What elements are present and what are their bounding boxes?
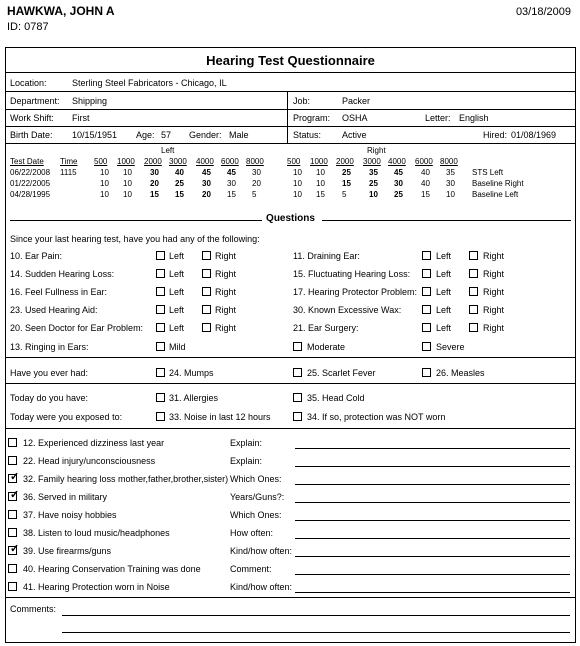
- right-threshold: 10: [316, 179, 325, 188]
- right-ear-checkbox[interactable]: [202, 251, 211, 260]
- left-threshold: 10: [100, 190, 109, 199]
- birth-label: Birth Date:: [10, 130, 53, 140]
- right-threshold: 15: [316, 190, 325, 199]
- noise-checkbox[interactable]: [156, 412, 165, 421]
- protection-not-worn-checkbox[interactable]: [293, 412, 302, 421]
- location-label: Location:: [10, 78, 47, 88]
- left-ear-checkbox[interactable]: [422, 305, 431, 314]
- question-left-col: 20. Seen Doctor for Ear Problem:: [10, 323, 144, 333]
- test-date: 04/28/1995: [10, 190, 51, 199]
- right-option-label: Right: [483, 305, 505, 315]
- left-threshold: 10: [123, 179, 132, 188]
- left-threshold: 15: [227, 190, 236, 199]
- left-ear-checkbox[interactable]: [422, 287, 431, 296]
- left-ear-checkbox[interactable]: [156, 323, 165, 332]
- history-followup-label: Comment:: [230, 564, 272, 574]
- left-threshold: 45: [202, 168, 211, 177]
- history-followup-label: Kind/how often:: [230, 582, 293, 592]
- history-question: 12. Experienced dizziness last year: [23, 438, 165, 448]
- left-threshold: 20: [150, 179, 159, 188]
- history-answer-line[interactable]: [295, 520, 570, 521]
- right-freq-4000: 4000: [388, 157, 406, 166]
- head-cold-checkbox[interactable]: [293, 393, 302, 402]
- age-value: 57: [161, 130, 172, 140]
- birth-value: 10/15/1951: [72, 130, 118, 140]
- department-value: Shipping: [72, 96, 108, 106]
- right-option-label: Right: [215, 305, 237, 315]
- left-ear-checkbox[interactable]: [156, 251, 165, 260]
- left-ear-checkbox[interactable]: [422, 251, 431, 260]
- left-freq-2000: 2000: [144, 157, 162, 166]
- history-answer-line[interactable]: [295, 502, 570, 503]
- right-threshold: 30: [394, 179, 403, 188]
- right-freq-1000: 1000: [310, 157, 328, 166]
- left-freq-6000: 6000: [221, 157, 239, 166]
- history-question: 40. Hearing Conservation Training was done: [23, 564, 201, 574]
- hired-value: 01/08/1969: [511, 130, 557, 140]
- left-freq-1000: 1000: [117, 157, 135, 166]
- left-threshold: 10: [100, 179, 109, 188]
- right-ear-checkbox[interactable]: [469, 269, 478, 278]
- history-answer-line[interactable]: [295, 556, 570, 557]
- right-threshold: 10: [293, 168, 302, 177]
- right-threshold: 10: [293, 190, 302, 199]
- left-option-label: Left: [436, 287, 452, 297]
- right-threshold: 10: [293, 179, 302, 188]
- right-threshold: 10: [446, 190, 455, 199]
- left-option-label: Left: [436, 305, 452, 315]
- scarlet-fever-checkbox[interactable]: [293, 368, 302, 377]
- right-option-label: Right: [483, 287, 505, 297]
- age-label: Age:: [136, 130, 155, 140]
- left-freq-4000: 4000: [196, 157, 214, 166]
- history-question: 41. Hearing Protection worn in Noise: [23, 582, 170, 592]
- history-checkbox[interactable]: [8, 582, 17, 591]
- form-title: Hearing Test Questionnaire: [6, 48, 575, 73]
- left-option-label: Left: [169, 323, 185, 333]
- ringing-mild-label: Mild: [169, 342, 186, 352]
- status-label: Status:: [293, 130, 322, 140]
- left-freq-3000: 3000: [169, 157, 187, 166]
- history-question: 38. Listen to loud music/headphones: [23, 528, 170, 538]
- question-right-col: 17. Hearing Protector Problem:: [293, 287, 418, 297]
- history-question: 39. Use firearms/guns: [23, 546, 112, 556]
- history-checkbox[interactable]: [8, 492, 17, 501]
- history-followup-label: How often:: [230, 528, 274, 538]
- ringing-severe-checkbox[interactable]: [422, 342, 431, 351]
- right-ear-checkbox[interactable]: [202, 269, 211, 278]
- left-option-label: Left: [169, 305, 185, 315]
- right-ear-checkbox[interactable]: [202, 305, 211, 314]
- left-ear-checkbox[interactable]: [422, 323, 431, 332]
- history-answer-line[interactable]: [295, 484, 570, 485]
- col-time: Time: [60, 157, 78, 166]
- test-time: 1115: [60, 168, 77, 177]
- right-option-label: Right: [215, 269, 237, 279]
- questionnaire-form: [5, 47, 576, 643]
- history-followup-label: Years/Guns?:: [230, 492, 285, 502]
- history-followup-label: Explain:: [230, 438, 263, 448]
- history-followup-label: Kind/how often:: [230, 546, 293, 556]
- left-threshold: 30: [227, 179, 236, 188]
- left-option-label: Left: [169, 269, 185, 279]
- test-note: STS Left: [472, 168, 504, 177]
- left-threshold: 10: [123, 190, 132, 199]
- shift-label: Work Shift:: [10, 113, 54, 123]
- job-value: Packer: [342, 96, 371, 106]
- protection-not-worn-label: 34. If so, protection was NOT worn: [307, 412, 446, 422]
- question-left-col: 16. Feel Fullness in Ear:: [10, 287, 108, 297]
- patient-id: ID: 0787: [7, 21, 49, 33]
- head-cold-label: 35. Head Cold: [307, 393, 365, 403]
- letter-label: Letter:: [425, 113, 451, 123]
- history-question: 36. Served in military: [23, 492, 108, 502]
- left-threshold: 30: [202, 179, 211, 188]
- program-label: Program:: [293, 113, 331, 123]
- right-threshold: 45: [394, 168, 403, 177]
- history-answer-line[interactable]: [295, 538, 570, 539]
- question-right-col: 11. Draining Ear:: [293, 251, 360, 261]
- test-date: 06/22/2008: [10, 168, 51, 177]
- left-ear-checkbox[interactable]: [156, 287, 165, 296]
- comments-line-2[interactable]: [62, 632, 570, 633]
- left-threshold: 20: [252, 179, 261, 188]
- left-threshold: 10: [100, 168, 109, 177]
- question-left-col: 10. Ear Pain:: [10, 251, 63, 261]
- ringing-severe-label: Severe: [436, 342, 465, 352]
- right-threshold: 35: [369, 168, 378, 177]
- right-ear-checkbox[interactable]: [469, 287, 478, 296]
- test-date: 01/22/2005: [10, 179, 51, 188]
- left-freq-500: 500: [94, 157, 108, 166]
- left-threshold: 40: [175, 168, 184, 177]
- department-label: Department:: [10, 96, 60, 106]
- right-ear-checkbox[interactable]: [202, 287, 211, 296]
- report-date: 03/18/2009: [515, 6, 571, 18]
- ringing-moderate-checkbox[interactable]: [293, 342, 302, 351]
- comments-label: Comments:: [10, 604, 57, 614]
- history-checkbox[interactable]: [8, 546, 17, 555]
- job-label: Job:: [293, 96, 311, 106]
- today-have-label: Today do you have:: [10, 393, 89, 403]
- left-threshold: 20: [202, 190, 211, 199]
- gender-label: Gender:: [189, 130, 222, 140]
- right-option-label: Right: [215, 287, 237, 297]
- test-note: Baseline Left: [472, 190, 519, 199]
- location-value: Sterling Steel Fabricators - Chicago, IL: [72, 78, 227, 88]
- history-question: 37. Have noisy hobbies: [23, 510, 117, 520]
- test-note: Baseline Right: [472, 179, 524, 188]
- left-ear-checkbox[interactable]: [156, 305, 165, 314]
- right-freq-500: 500: [287, 157, 301, 166]
- letter-value: English: [459, 113, 489, 123]
- left-option-label: Left: [169, 251, 185, 261]
- question-right-col: 15. Fluctuating Hearing Loss:: [293, 269, 411, 279]
- right-ear-checkbox[interactable]: [469, 305, 478, 314]
- history-question: 22. Head injury/unconsciousness: [23, 456, 156, 466]
- right-threshold: 25: [369, 179, 378, 188]
- history-answer-line[interactable]: [295, 592, 570, 593]
- left-threshold: 45: [227, 168, 236, 177]
- right-ear-checkbox[interactable]: [469, 323, 478, 332]
- right-threshold: 5: [342, 190, 347, 199]
- history-checkbox[interactable]: [8, 510, 17, 519]
- right-threshold: 40: [421, 179, 430, 188]
- ringing-mild-checkbox[interactable]: [156, 342, 165, 351]
- right-threshold: 35: [446, 168, 455, 177]
- left-threshold: 25: [175, 179, 184, 188]
- right-threshold: 30: [446, 179, 455, 188]
- history-checkbox[interactable]: [8, 474, 17, 483]
- right-threshold: 15: [421, 190, 430, 199]
- ever-had-label: Have you ever had:: [10, 368, 89, 378]
- left-ear-checkbox[interactable]: [422, 269, 431, 278]
- right-freq-3000: 3000: [363, 157, 381, 166]
- right-option-label: Right: [483, 323, 505, 333]
- ringing-moderate-label: Moderate: [307, 342, 346, 352]
- right-ear-checkbox[interactable]: [469, 251, 478, 260]
- history-checkbox[interactable]: [8, 456, 17, 465]
- right-threshold: 25: [394, 190, 403, 199]
- history-followup-label: Which Ones:: [230, 510, 282, 520]
- left-threshold: 5: [252, 190, 257, 199]
- question-left-col: 23. Used Hearing Aid:: [10, 305, 98, 315]
- right-option-label: Right: [483, 251, 505, 261]
- measles-checkbox[interactable]: [422, 368, 431, 377]
- gender-value: Male: [229, 130, 249, 140]
- left-option-label: Left: [436, 251, 452, 261]
- history-checkbox[interactable]: [8, 564, 17, 573]
- right-ear-checkbox[interactable]: [202, 323, 211, 332]
- mumps-label: 24. Mumps: [169, 368, 214, 378]
- noise-label: 33. Noise in last 12 hours: [169, 412, 271, 422]
- hired-label: Hired:: [483, 130, 508, 140]
- right-threshold: 10: [316, 168, 325, 177]
- left-threshold: 15: [175, 190, 184, 199]
- right-ear-label: Right: [367, 146, 386, 155]
- question-left-col: 14. Sudden Hearing Loss:: [10, 269, 115, 279]
- history-answer-line[interactable]: [295, 574, 570, 575]
- question-right-col: 21. Ear Surgery:: [293, 323, 359, 333]
- questions-title: Questions: [266, 213, 315, 224]
- right-freq-8000: 8000: [440, 157, 458, 166]
- history-answer-line[interactable]: [295, 466, 570, 467]
- since-text: Since your last hearing test, have you had any of the following:: [10, 234, 260, 244]
- left-threshold: 30: [150, 168, 159, 177]
- shift-value: First: [72, 113, 90, 123]
- left-option-label: Left: [436, 269, 452, 279]
- right-option-label: Right: [483, 269, 505, 279]
- scarlet-fever-label: 25. Scarlet Fever: [307, 368, 376, 378]
- allergies-checkbox[interactable]: [156, 393, 165, 402]
- history-question: 32. Family hearing loss mother,father,brother,sister): [23, 474, 229, 484]
- left-option-label: Left: [436, 323, 452, 333]
- status-value: Active: [342, 130, 367, 140]
- right-threshold: 25: [342, 168, 351, 177]
- right-threshold: 10: [369, 190, 378, 199]
- ringing-label: 13. Ringing in Ears:: [10, 342, 89, 352]
- history-followup-label: Which Ones:: [230, 474, 282, 484]
- left-threshold: 10: [123, 168, 132, 177]
- program-value: OSHA: [342, 113, 368, 123]
- measles-label: 26. Measles: [436, 368, 485, 378]
- left-ear-checkbox[interactable]: [156, 269, 165, 278]
- left-ear-label: Left: [161, 146, 175, 155]
- left-threshold: 15: [150, 190, 159, 199]
- right-option-label: Right: [215, 251, 237, 261]
- history-answer-line[interactable]: [295, 448, 570, 449]
- right-threshold: 15: [342, 179, 351, 188]
- right-freq-6000: 6000: [415, 157, 433, 166]
- mumps-checkbox[interactable]: [156, 368, 165, 377]
- right-freq-2000: 2000: [336, 157, 354, 166]
- right-threshold: 40: [421, 168, 430, 177]
- comments-line-1[interactable]: [62, 615, 570, 616]
- history-checkbox[interactable]: [8, 438, 17, 447]
- left-threshold: 30: [252, 168, 261, 177]
- question-right-col: 30. Known Excessive Wax:: [293, 305, 402, 315]
- col-test-date: Test Date: [10, 157, 44, 166]
- left-freq-8000: 8000: [246, 157, 264, 166]
- right-option-label: Right: [215, 323, 237, 333]
- allergies-label: 31. Allergies: [169, 393, 219, 403]
- today-exposed-label: Today were you exposed to:: [10, 412, 123, 422]
- patient-name: HAWKWA, JOHN A: [7, 4, 115, 18]
- history-checkbox[interactable]: [8, 528, 17, 537]
- history-followup-label: Explain:: [230, 456, 263, 466]
- left-option-label: Left: [169, 287, 185, 297]
